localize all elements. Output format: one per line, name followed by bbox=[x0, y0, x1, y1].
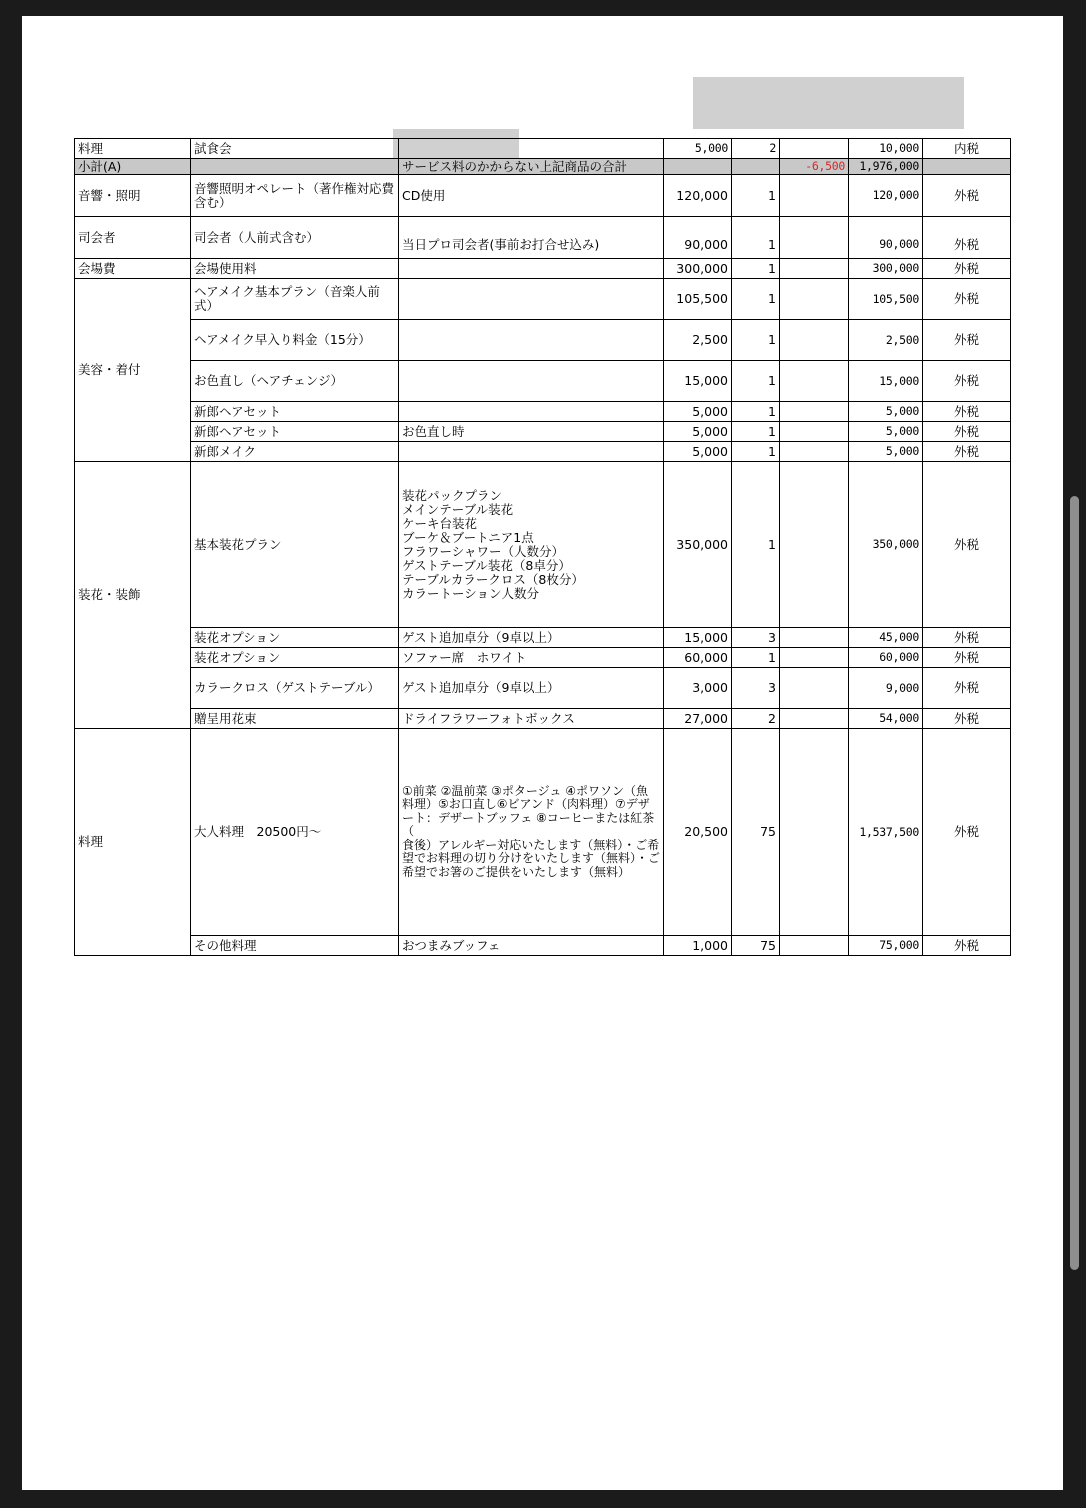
discount-cell bbox=[780, 139, 849, 159]
description-cell: お色直し時 bbox=[399, 422, 664, 442]
tax-type-cell: 外税 bbox=[923, 320, 1011, 361]
tax-type-cell: 外税 bbox=[923, 462, 1011, 628]
description-line: 食後）アレルギー対応いたします（無料）・ご希 bbox=[402, 837, 660, 852]
description-cell bbox=[399, 442, 664, 462]
tax-type-cell: 外税 bbox=[923, 648, 1011, 668]
discount-cell bbox=[780, 442, 849, 462]
item-cell: その他料理 bbox=[191, 936, 399, 956]
description-line: テーブルカラークロス（8枚分） bbox=[402, 571, 584, 587]
description-cell bbox=[399, 361, 664, 402]
tax-type-cell: 外税 bbox=[923, 259, 1011, 279]
unit-price-cell: 27,000 bbox=[664, 709, 732, 729]
quantity-cell: 3 bbox=[732, 628, 780, 648]
description-cell: ドライフラワーフォトボックス bbox=[399, 709, 664, 729]
description-cell bbox=[399, 462, 664, 628]
description-line: 装花パックプラン bbox=[402, 487, 503, 503]
description-cell: サービス料のかからない上記商品の合計 bbox=[399, 159, 664, 175]
unit-price-cell: 3,000 bbox=[664, 668, 732, 709]
unit-price-cell: 350,000 bbox=[664, 462, 732, 628]
table-row bbox=[75, 729, 1011, 936]
quantity-cell: 1 bbox=[732, 402, 780, 422]
description-cell bbox=[399, 279, 664, 320]
category-cell: 司会者 bbox=[75, 217, 191, 259]
discount-cell bbox=[780, 279, 849, 320]
tax-type-cell: 外税 bbox=[923, 628, 1011, 648]
table-row bbox=[75, 279, 1011, 320]
item-cell: 装花オプション bbox=[191, 648, 399, 668]
category-cell: 会場費 bbox=[75, 259, 191, 279]
item-cell: 贈呈用花束 bbox=[191, 709, 399, 729]
unit-price-cell: 60,000 bbox=[664, 648, 732, 668]
item-cell: 大人料理 20500円〜 bbox=[191, 729, 399, 936]
table-row bbox=[75, 668, 1011, 709]
amount-cell: 45,000 bbox=[849, 628, 923, 648]
discount-cell bbox=[780, 668, 849, 709]
description-line: メインテーブル装花 bbox=[402, 501, 514, 517]
tax-type-cell: 外税 bbox=[923, 442, 1011, 462]
amount-cell: 5,000 bbox=[849, 402, 923, 422]
item-cell: 装花オプション bbox=[191, 628, 399, 648]
quantity-cell: 1 bbox=[732, 442, 780, 462]
subtotal-label: 小計(A) bbox=[75, 159, 191, 175]
category-cell: 装花・装飾 bbox=[75, 462, 191, 729]
quantity-cell: 1 bbox=[732, 279, 780, 320]
description-line: 料理）⑤お口直し⑥ビアンド（肉料理）⑦デザ bbox=[402, 797, 650, 812]
description-line: ケーキ台装花 bbox=[402, 515, 478, 531]
discount-cell bbox=[780, 320, 849, 361]
unit-price-cell bbox=[664, 159, 732, 175]
item-cell: 音響照明オペレート（著作権対応費含む） bbox=[191, 175, 399, 217]
tax-type-cell: 外税 bbox=[923, 936, 1011, 956]
scrollbar-thumb[interactable] bbox=[1070, 496, 1079, 1270]
amount-cell: 60,000 bbox=[849, 648, 923, 668]
discount-cell bbox=[780, 936, 849, 956]
discount-cell bbox=[780, 422, 849, 442]
subtotal-row bbox=[75, 159, 1011, 175]
quantity-cell: 1 bbox=[732, 361, 780, 402]
item-cell: お色直し（ヘアチェンジ） bbox=[191, 361, 399, 402]
quantity-cell: 1 bbox=[732, 462, 780, 628]
description-line: フラワーシャワー（人数分） bbox=[402, 543, 565, 559]
item-cell: 基本装花プラン bbox=[191, 462, 399, 628]
item-cell: カラークロス（ゲストテーブル） bbox=[191, 668, 399, 709]
discount-cell bbox=[780, 402, 849, 422]
description-cell: 当日プロ司会者(事前お打合せ込み) bbox=[399, 217, 664, 259]
redacted-header-block bbox=[693, 77, 964, 129]
estimate-table bbox=[74, 138, 1011, 956]
table-row bbox=[75, 402, 1011, 422]
table-row bbox=[75, 936, 1011, 956]
amount-cell: 1,537,500 bbox=[849, 729, 923, 936]
item-cell: 新郎メイク bbox=[191, 442, 399, 462]
amount-cell: 5,000 bbox=[849, 422, 923, 442]
table-row bbox=[75, 648, 1011, 668]
item-cell: 司会者（人前式含む） bbox=[191, 217, 399, 259]
discount-cell bbox=[780, 709, 849, 729]
discount-cell bbox=[780, 628, 849, 648]
discount-cell bbox=[780, 462, 849, 628]
item-cell: 会場使用料 bbox=[191, 259, 399, 279]
description-cell: CD使用 bbox=[399, 175, 664, 217]
unit-price-cell: 15,000 bbox=[664, 628, 732, 648]
table-row bbox=[75, 442, 1011, 462]
quantity-cell: 1 bbox=[732, 422, 780, 442]
description-line: 望でお料理の切り分けをいたします（無料）・ご bbox=[402, 851, 661, 866]
unit-price-cell: 120,000 bbox=[664, 175, 732, 217]
description-cell bbox=[399, 320, 664, 361]
category-cell: 美容・着付 bbox=[75, 279, 191, 462]
category-cell: 料理 bbox=[75, 139, 191, 159]
item-cell: ヘアメイク基本プラン（音楽人前式） bbox=[191, 279, 399, 320]
tax-type-cell: 外税 bbox=[923, 175, 1011, 217]
table-row bbox=[75, 361, 1011, 402]
discount-cell bbox=[780, 175, 849, 217]
amount-cell: 2,500 bbox=[849, 320, 923, 361]
tax-type-cell: 外税 bbox=[923, 729, 1011, 936]
description-cell bbox=[399, 729, 664, 936]
item-cell: ヘアメイク早入り料金（15分） bbox=[191, 320, 399, 361]
quantity-cell: 1 bbox=[732, 259, 780, 279]
category-cell: 音響・照明 bbox=[75, 175, 191, 217]
description-cell: ゲスト追加卓分（9卓以上） bbox=[399, 628, 664, 648]
quantity-cell: 2 bbox=[732, 139, 780, 159]
table-row bbox=[75, 320, 1011, 361]
amount-cell: 75,000 bbox=[849, 936, 923, 956]
table-row bbox=[75, 628, 1011, 648]
unit-price-cell: 1,000 bbox=[664, 936, 732, 956]
tax-type-cell: 外税 bbox=[923, 279, 1011, 320]
table-row bbox=[75, 462, 1011, 628]
tax-type-cell bbox=[923, 159, 1011, 175]
description-line: ート：デザートブッフェ ⑧コーヒーまたは紅茶（ bbox=[402, 810, 655, 839]
description-line: ブーケ＆ブートニア1点 bbox=[402, 529, 534, 545]
quantity-cell: 1 bbox=[732, 217, 780, 259]
table-row bbox=[75, 217, 1011, 259]
unit-price-cell: 5,000 bbox=[664, 442, 732, 462]
amount-cell: 350,000 bbox=[849, 462, 923, 628]
quantity-cell: 75 bbox=[732, 936, 780, 956]
unit-price-cell: 105,500 bbox=[664, 279, 732, 320]
description-cell bbox=[399, 259, 664, 279]
unit-price-cell: 5,000 bbox=[664, 139, 732, 159]
description-line: カラートーション人数分 bbox=[402, 585, 540, 601]
discount-cell bbox=[780, 361, 849, 402]
quantity-cell bbox=[732, 159, 780, 175]
discount-cell: -6,500 bbox=[780, 159, 849, 175]
quantity-cell: 1 bbox=[732, 175, 780, 217]
tax-type-cell: 外税 bbox=[923, 402, 1011, 422]
unit-price-cell: 20,500 bbox=[664, 729, 732, 936]
item-cell: 試食会 bbox=[191, 139, 399, 159]
table-row bbox=[75, 139, 1011, 159]
unit-price-cell: 15,000 bbox=[664, 361, 732, 402]
unit-price-cell: 5,000 bbox=[664, 422, 732, 442]
description-cell bbox=[399, 139, 664, 159]
tax-type-cell: 外税 bbox=[923, 217, 1011, 259]
table-row bbox=[75, 259, 1011, 279]
description-cell: ゲスト追加卓分（9卓以上） bbox=[399, 668, 664, 709]
unit-price-cell: 300,000 bbox=[664, 259, 732, 279]
amount-cell: 120,000 bbox=[849, 175, 923, 217]
quantity-cell: 3 bbox=[732, 668, 780, 709]
amount-cell: 5,000 bbox=[849, 442, 923, 462]
discount-cell bbox=[780, 217, 849, 259]
discount-cell bbox=[780, 648, 849, 668]
amount-cell: 300,000 bbox=[849, 259, 923, 279]
amount-cell: 105,500 bbox=[849, 279, 923, 320]
discount-cell bbox=[780, 259, 849, 279]
table-row bbox=[75, 709, 1011, 729]
table-row bbox=[75, 422, 1011, 442]
description-line: ゲストテーブル装花（8卓分） bbox=[402, 557, 571, 573]
description-line: 希望でお箸のご提供をいたします（無料） bbox=[402, 864, 631, 879]
amount-cell: 15,000 bbox=[849, 361, 923, 402]
tax-type-cell: 外税 bbox=[923, 422, 1011, 442]
item-cell bbox=[191, 159, 399, 175]
unit-price-cell: 5,000 bbox=[664, 402, 732, 422]
tax-type-cell: 外税 bbox=[923, 361, 1011, 402]
description-cell bbox=[399, 402, 664, 422]
unit-price-cell: 2,500 bbox=[664, 320, 732, 361]
discount-cell bbox=[780, 729, 849, 936]
unit-price-cell: 90,000 bbox=[664, 217, 732, 259]
item-cell: 新郎ヘアセット bbox=[191, 402, 399, 422]
description-cell: おつまみブッフェ bbox=[399, 936, 664, 956]
description-line: ①前菜 ②温前菜 ③ポタージュ ④ポワソン（魚 bbox=[402, 783, 648, 798]
amount-cell: 54,000 bbox=[849, 709, 923, 729]
tax-type-cell: 内税 bbox=[923, 139, 1011, 159]
amount-cell: 9,000 bbox=[849, 668, 923, 709]
tax-type-cell: 外税 bbox=[923, 709, 1011, 729]
item-cell: 新郎ヘアセット bbox=[191, 422, 399, 442]
table-row bbox=[75, 175, 1011, 217]
amount-cell: 10,000 bbox=[849, 139, 923, 159]
amount-cell: 90,000 bbox=[849, 217, 923, 259]
quantity-cell: 2 bbox=[732, 709, 780, 729]
description-cell: ソファー席 ホワイト bbox=[399, 648, 664, 668]
quantity-cell: 75 bbox=[732, 729, 780, 936]
quantity-cell: 1 bbox=[732, 648, 780, 668]
subtotal-amount-cell: 1,976,000 bbox=[849, 159, 923, 175]
tax-type-cell: 外税 bbox=[923, 668, 1011, 709]
quantity-cell: 1 bbox=[732, 320, 780, 361]
category-cell: 料理 bbox=[75, 729, 191, 956]
